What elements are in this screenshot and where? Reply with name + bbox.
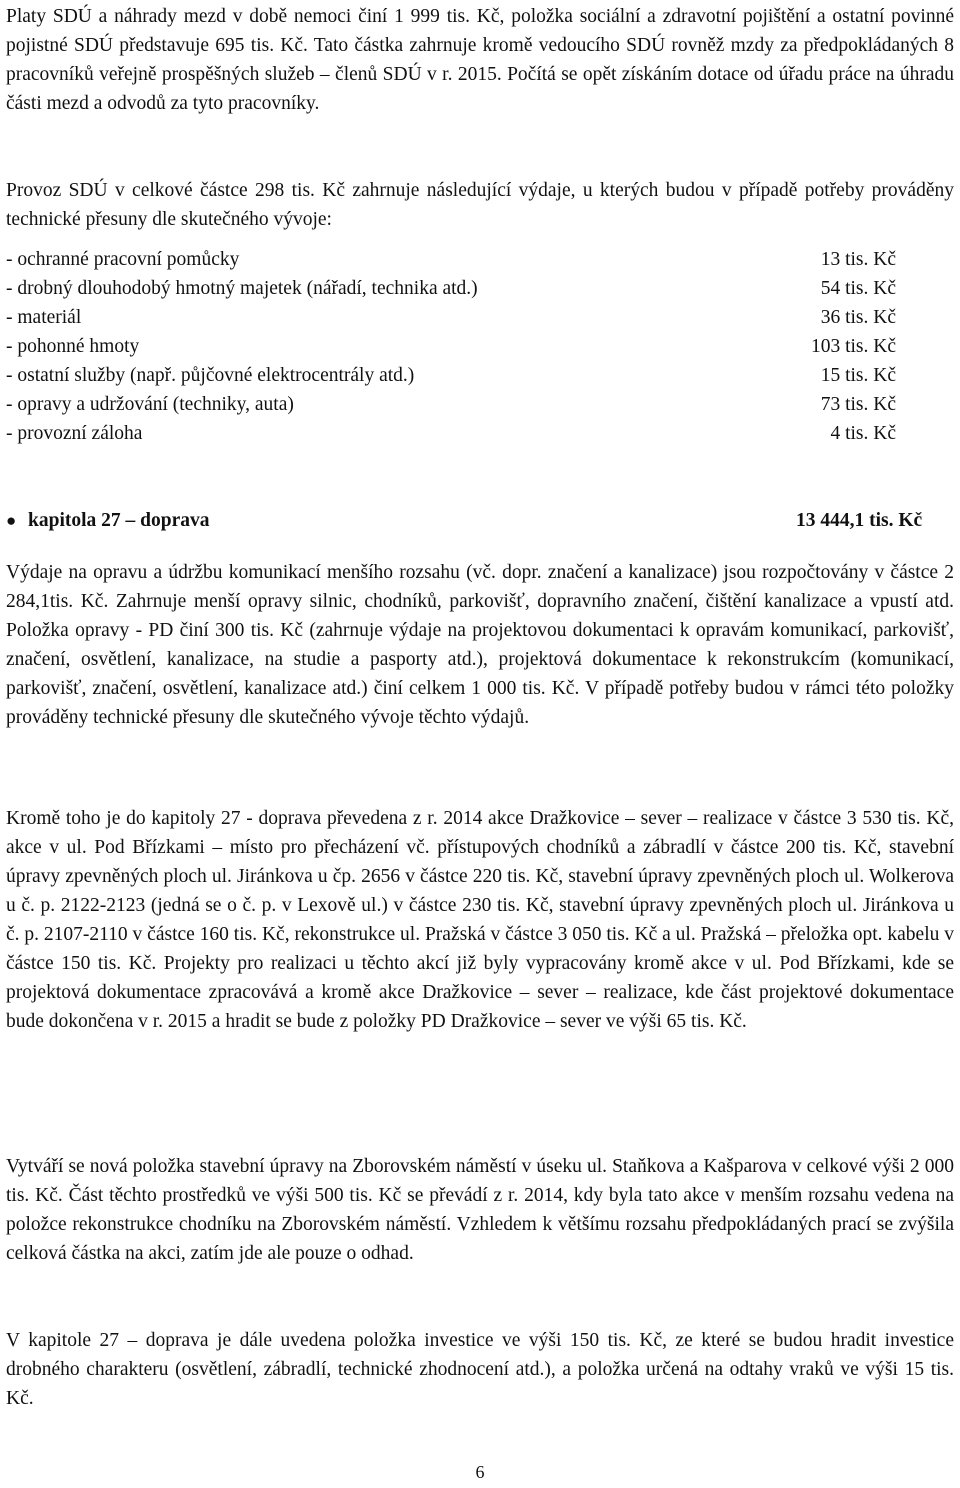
item-label: - materiál (6, 307, 82, 328)
item-amount: 73 tis. Kč (820, 394, 896, 415)
item-label: - opravy a udržování (techniky, auta) (6, 394, 294, 415)
item-amount: 13 tis. Kč (820, 249, 896, 270)
page-number: 6 (475, 1462, 485, 1482)
paragraph-zborovske-square: Vytváří se nová položka stavební úpravy na Zborovském náměstí v úseku ul. Staňkova a Kašparova v celkové výši 2 000 tis. Kč. Část těchto prostředků ve výši 500 tis. Kč se převádí z r. 2014, kdy byla tato akce v menším rozsahu vedena na položce rekonstrukce chodníku na Zborovském náměstí. Vzhledem k většímu rozsahu předpokládaných prací se zvýšila celková částka na akci, zatím jde ale pouze o odhad. (6, 1156, 954, 1264)
item-label: - drobný dlouhodobý hmotný majetek (nářadí, technika atd.) (6, 278, 478, 299)
item-amount: 103 tis. Kč (810, 336, 896, 357)
paragraph-road-repairs: Výdaje na opravu a údržbu komunikací menšího rozsahu (vč. dopr. značení a kanalizace) jsou rozpočtovány v částce 2 284,1tis. Kč. Zahrnuje menší opravy silnic, chodníků, parkovišť, dopravního značení, čištění kanalizace a vpustí atd. Položka opravy - PD činí 300 tis. Kč (zahrnuje výdaje na projektovou dokumentaci k opravám komunikací, parkovišť, značení, osvětlení, kanalizace, na studie a pasporty atd.), projektová dokumentace k rekonstrukcím (komunikací, parkovišť, značení, osvětlení, kanalizace atd.) činí celkem 1 000 tis. Kč. V případě potřeby budou v rámci této položky prováděny technické přesuny dle skutečného vývoje těchto výdajů. (6, 562, 954, 728)
bullet-icon: ● (6, 511, 17, 530)
list-item (6, 419, 896, 448)
item-label: - ochranné pracovní pomůcky (6, 249, 240, 270)
list-item (6, 274, 896, 303)
chapter-heading (6, 506, 954, 535)
item-amount: 4 tis. Kč (830, 423, 896, 444)
paragraph-salaries: Platy SDÚ a náhrady mezd v době nemoci činí 1 999 tis. Kč, položka sociální a zdravotní pojištění a ostatní povinné pojistné SDÚ představuje 695 tis. Kč. Tato částka zahrnuje kromě vedoucího SDÚ rovněž mzdy za předpokládaných 8 pracovníků veřejně prospěšných služeb – členů SDÚ v r. 2015. Počítá se opět získáním dotace od úřadu práce na úhradu části mezd a odvodů za tyto pracovníky. (6, 6, 954, 114)
list-item (6, 303, 896, 332)
chapter-title: kapitola 27 – doprava (28, 510, 210, 531)
list-item (6, 390, 896, 419)
item-amount: 15 tis. Kč (820, 365, 896, 386)
item-amount: 54 tis. Kč (820, 278, 896, 299)
item-amount: 36 tis. Kč (820, 307, 896, 328)
paragraph-operations-intro: Provoz SDÚ v celkové částce 298 tis. Kč zahrnuje následující výdaje, u kterých budou v případě potřeby prováděny technické přesuny dle skutečného vývoje: (6, 180, 954, 230)
item-label: - pohonné hmoty (6, 336, 140, 357)
paragraph-transferred-projects: Kromě toho je do kapitoly 27 - doprava převedena z r. 2014 akce Dražkovice – sever – realizace v částce 3 530 tis. Kč, akce v ul. Pod Břízkami – místo pro přecházení vč. přístupových chodníků a zábradlí v částce 200 tis. Kč, stavební úpravy zpevněných ploch ul. Jiránkova u čp. 2656 v částce 220 tis. Kč, stavební úpravy zpevněných ploch ul. Wolkerova u č. p. 2122-2123 (jedná se o č. p. v Lexově ul.) v částce 230 tis. Kč, stavební úpravy zpevněných ploch ul. Jiránkova u č. p. 2107-2110 v částce 160 tis. Kč, rekonstrukce ul. Pražská v částce 3 050 tis. Kč a ul. Pražská – přeložka opt. kabelu v částce 150 tis. Kč. Projekty pro realizaci u těchto akcí již byly vypracovány kromě akce v ul. Pod Břízkami, kde se projektová dokumentace zpracovává a kromě akce Dražkovice – sever – realizace, kde část projektové dokumentace bude dokončena v r. 2015 a hradit se bude z položky PD Dražkovice – sever ve výši 65 tis. Kč. (6, 808, 955, 1032)
item-label: - provozní záloha (6, 423, 143, 444)
list-item (6, 245, 896, 274)
paragraph-investments: V kapitole 27 – doprava je dále uvedena položka investice ve výši 150 tis. Kč, ze které se budou hradit investice drobného charakteru (osvětlení, zábradlí, technické zhodnocení atd.), a položka určená na odtahy vraků ve výši 15 tis. Kč. (6, 1330, 954, 1409)
chapter-total: 13 444,1 tis. Kč (796, 510, 923, 531)
list-item (6, 361, 896, 390)
expense-item-list (6, 245, 896, 448)
item-label: - ostatní služby (např. půjčovné elektrocentrály atd.) (6, 365, 415, 386)
list-item (6, 332, 896, 361)
